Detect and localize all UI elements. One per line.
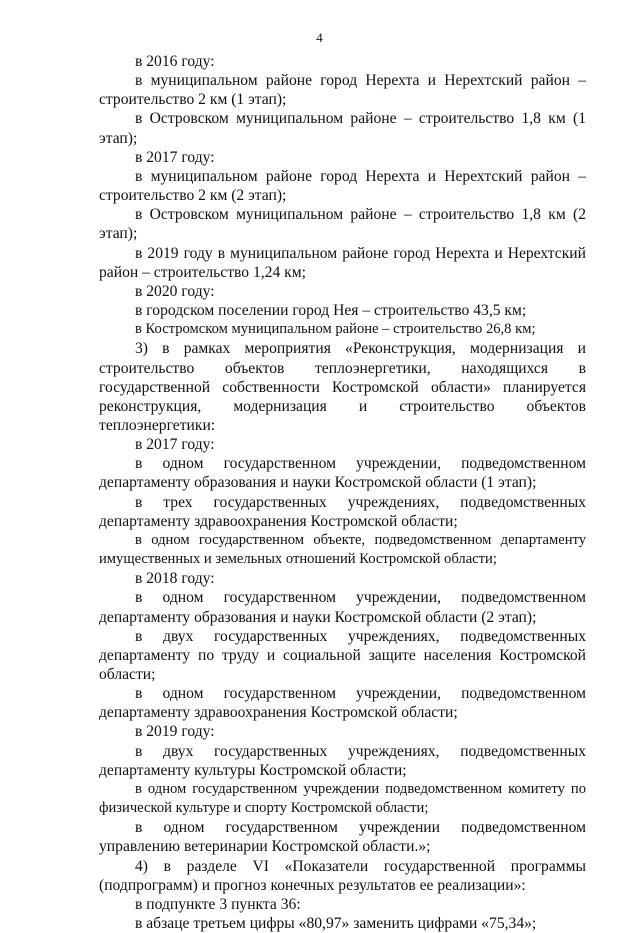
paragraph-property: в одном государственном объекте, подведомственном департаменту имущественных и земельных отношений Костромской области; bbox=[99, 531, 586, 568]
paragraph-education-2: в одном государственном учреждении, подведомственном департаменту образования и науки Костромской области (2 этап); bbox=[99, 589, 586, 626]
paragraph-year-2020: в 2020 году: bbox=[135, 282, 215, 300]
paragraph-nerekhta-2016: в муниципальном районе город Нерехта и Нерехтский район – строительство 2 км (1 этап); bbox=[99, 72, 586, 109]
paragraph-kostroma-district-2020: в Костромском муниципальном районе – строительство 26,8 км; bbox=[135, 321, 536, 338]
paragraph-ostrovskoe-2016: в Островском муниципальном районе – строительство 1,8 км (1 этап); bbox=[99, 110, 586, 147]
paragraph-subitem-3: в подпункте 3 пункта 36: bbox=[135, 895, 301, 913]
paragraph-neya-2020: в городском поселении город Нея – строительство 43,5 км; bbox=[135, 302, 527, 320]
paragraph-year-2016: в 2016 году: bbox=[135, 53, 215, 70]
paragraph-culture: в двух государственных учреждениях, подведомственных департаменту культуры Костромской области; bbox=[99, 742, 586, 779]
paragraph-nerekhta-2019: в 2019 году в муниципальном районе город Нерехта и Нерехтский район – строительство 1,24 км; bbox=[99, 244, 586, 281]
paragraph-education-1: в одном государственном учреждении, подведомственном департаменту образования и науки Костромской области (1 этап); bbox=[99, 455, 586, 492]
paragraph-ostrovskoe-2017: в Островском муниципальном районе – строительство 1,8 км (2 этап); bbox=[99, 206, 586, 243]
paragraph-social: в двух государственных учреждениях, подведомственных департаменту по труду и социальной защите населения Костромской области; bbox=[99, 627, 586, 683]
paragraph-nerekhta-2017: в муниципальном районе город Нерехта и Нерехтский район – строительство 2 км (2 этап); bbox=[99, 167, 586, 205]
document-body bbox=[99, 52, 586, 933]
paragraph-item-4: 4) в разделе VI «Показатели государственной программы (подпрограмм) и прогноз конечных результатов ее реализации»: bbox=[99, 857, 586, 894]
paragraph-year-2018: в 2018 году: bbox=[135, 570, 215, 588]
paragraph-year-2019: в 2019 году: bbox=[135, 723, 215, 741]
page-number: 4 bbox=[316, 30, 323, 45]
paragraph-year-2017: в 2017 году: bbox=[135, 148, 215, 166]
paragraph-year-2017-heat: в 2017 году: bbox=[135, 436, 215, 454]
paragraph-health-2017: в трех государственных учреждениях, подведомственных департаменту здравоохранения Костромской области; bbox=[99, 493, 586, 530]
paragraph-item-3: 3) в рамках мероприятия «Реконструкция, модернизация и строительство объектов теплоэнергетики, находящихся в государственной собственности Костромской области» планируется реконструкция, модернизация и строительство объектов теплоэнергетики: bbox=[99, 340, 586, 434]
paragraph-sport: в одном государственном учреждении подведомственном комитету по физической культуре и спорту Костромской области; bbox=[99, 780, 586, 817]
paragraph-veterinary: в одном государственном учреждении подведомственном управлению ветеринарии Костромской области.»; bbox=[99, 819, 586, 856]
paragraph-health-2018: в одном государственном учреждении, подведомственном департаменту здравоохранения Костромской области; bbox=[99, 685, 586, 722]
paragraph-numbers-replace: в абзаце третьем цифры «80,97» заменить цифрами «75,34»; bbox=[135, 915, 537, 933]
